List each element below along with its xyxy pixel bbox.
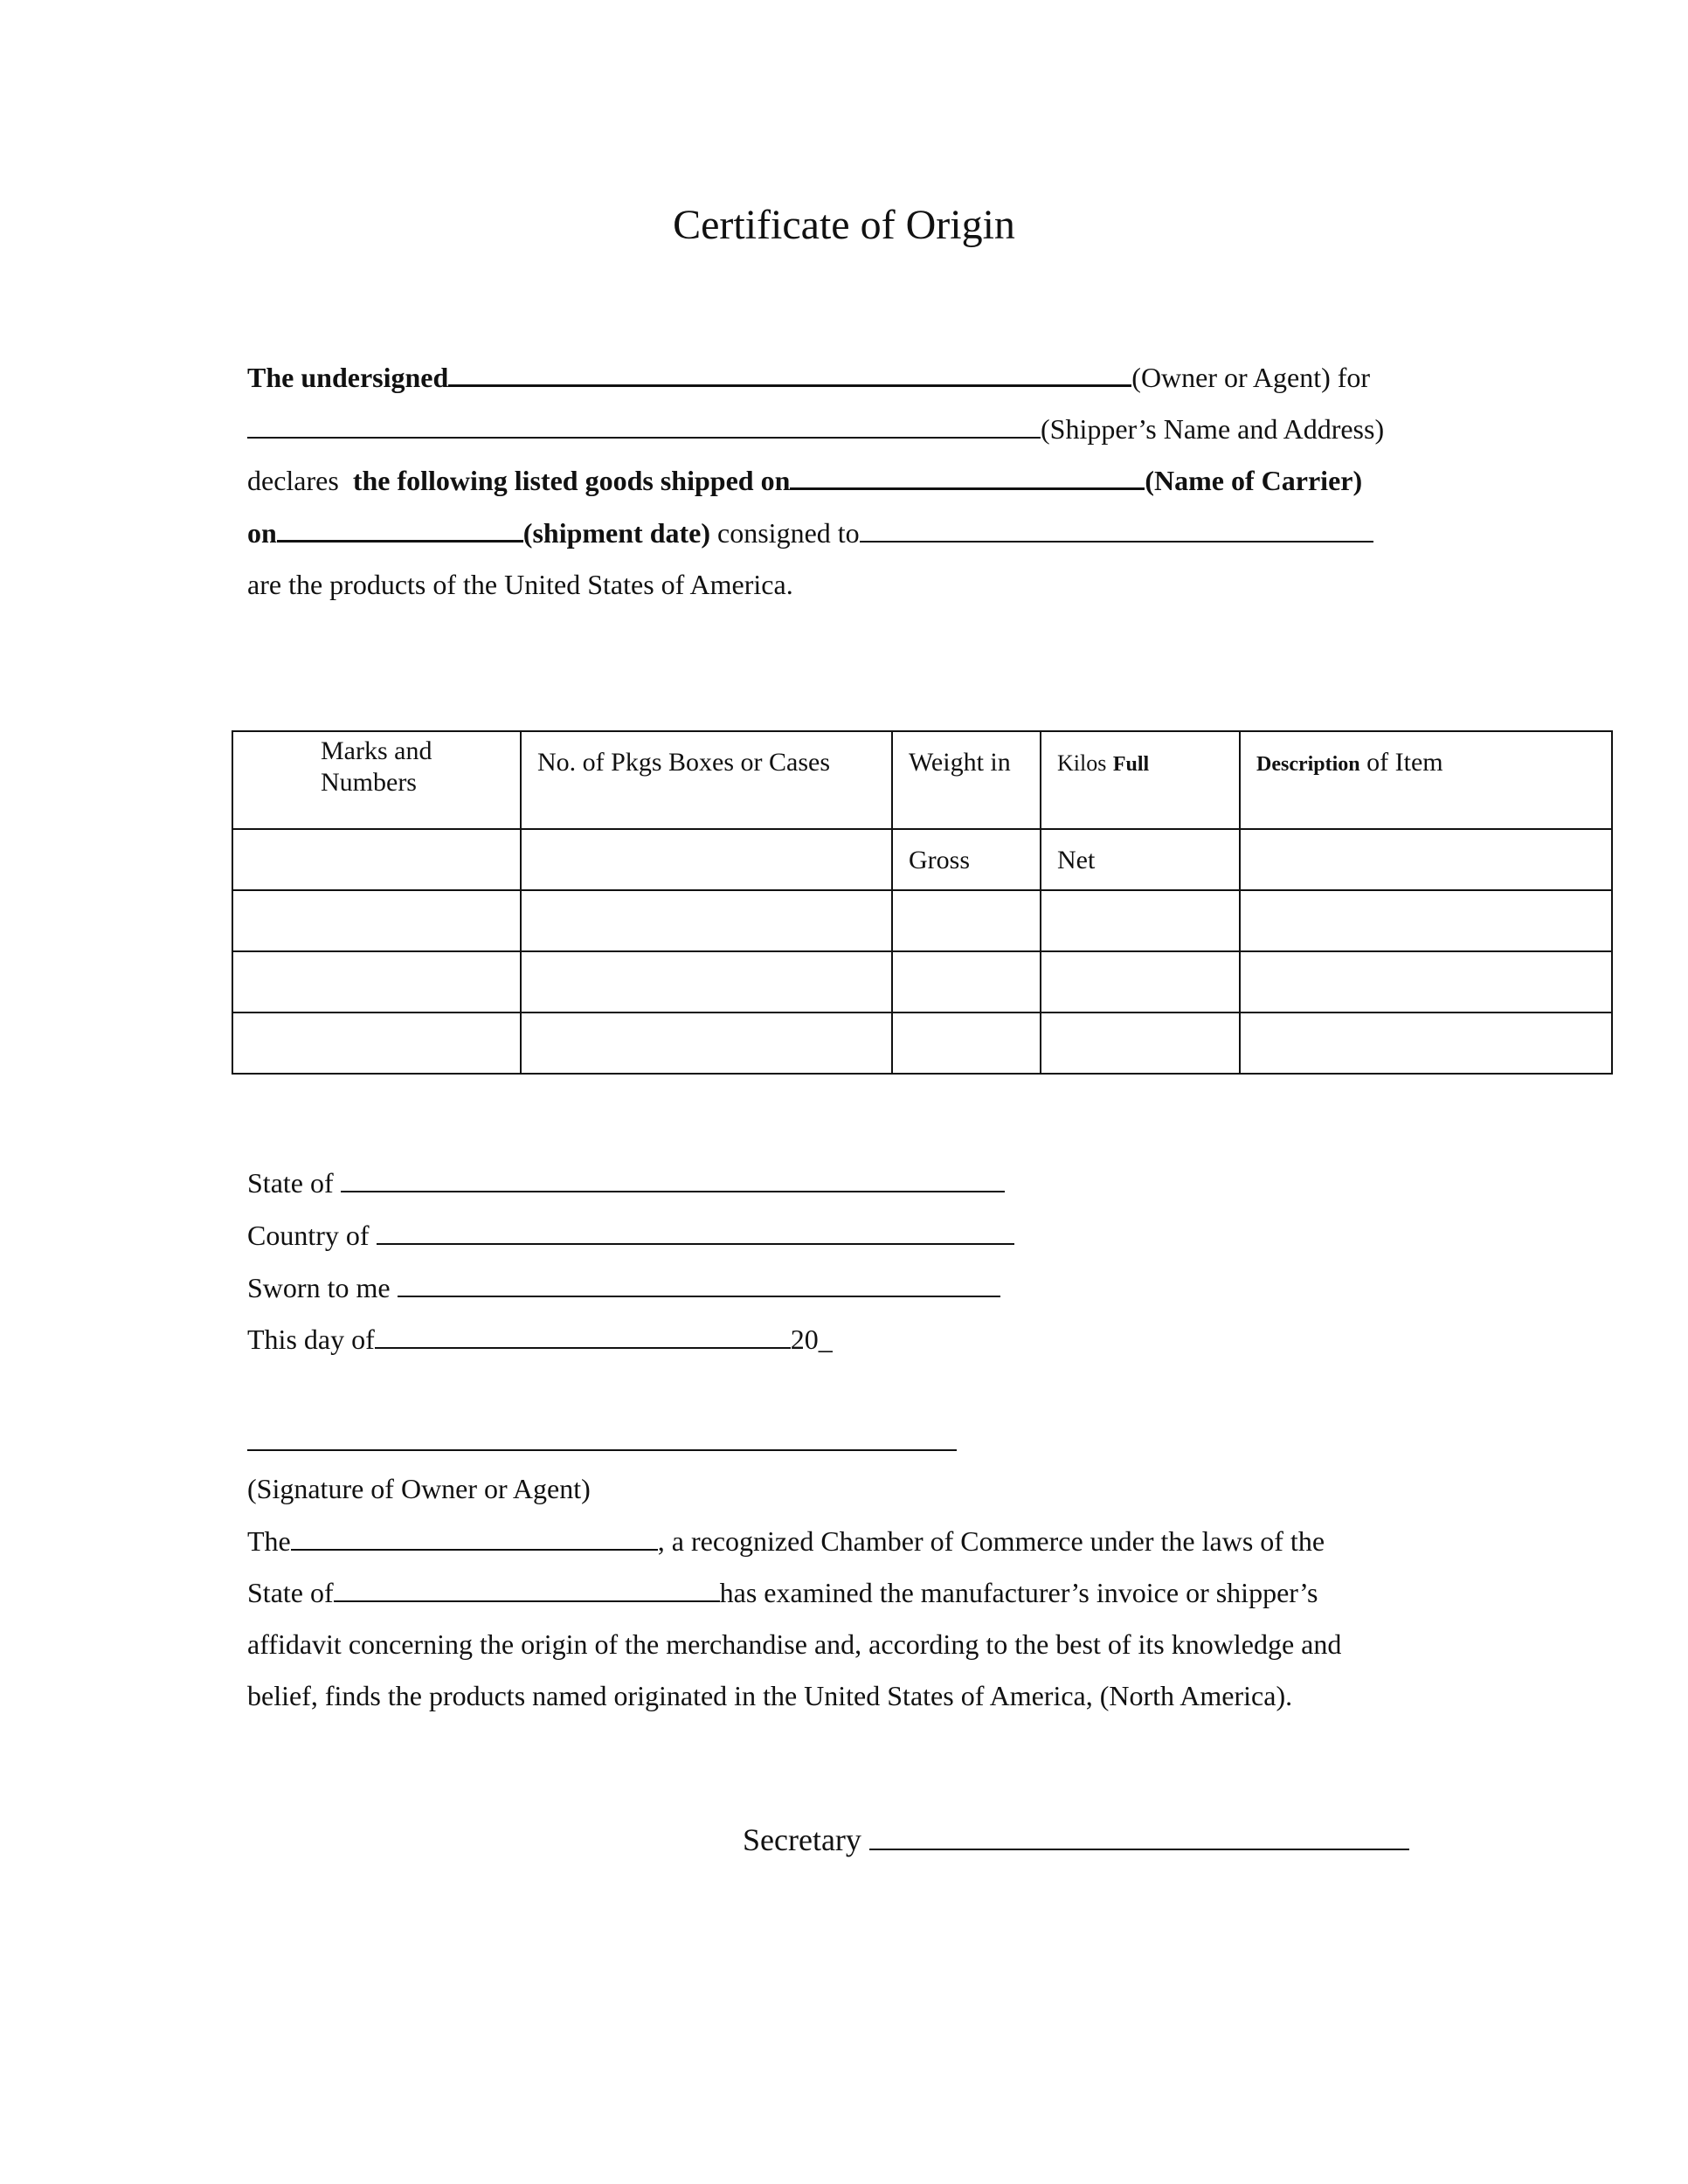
- table-cell[interactable]: [1041, 951, 1240, 1013]
- table-cell[interactable]: [521, 1013, 892, 1074]
- consigned-label: consigned to: [717, 517, 860, 549]
- state-field[interactable]: [341, 1165, 1005, 1192]
- shipment-date-label: (shipment date): [522, 517, 711, 549]
- state-label: State of: [247, 1167, 334, 1199]
- description-label: Description: [1256, 753, 1360, 776]
- kilos-label: Kilos: [1057, 750, 1107, 776]
- of-item-label: of Item: [1366, 748, 1443, 777]
- day-label: This day of: [247, 1324, 375, 1355]
- table-cell[interactable]: [232, 890, 521, 951]
- table-cell[interactable]: [892, 951, 1041, 1013]
- sworn-line: [247, 1268, 1000, 1307]
- state-line: [247, 1164, 1005, 1202]
- shipment-date-field[interactable]: [277, 514, 523, 543]
- the-label: The: [247, 1525, 291, 1557]
- secretary-label: Secretary: [743, 1822, 861, 1857]
- table-cell[interactable]: [521, 890, 892, 951]
- declaration-line-2: [247, 410, 1384, 448]
- day-field[interactable]: [375, 1321, 791, 1349]
- table-header-row: [232, 731, 1612, 829]
- header-packages: No. of Pkgs Boxes or Cases: [521, 731, 892, 829]
- declaration-line-1: [247, 358, 1370, 397]
- chamber-line-1: [247, 1522, 1325, 1560]
- table-cell[interactable]: [1240, 1013, 1612, 1074]
- table-row: [232, 890, 1612, 951]
- country-line: [247, 1216, 1014, 1254]
- country-field[interactable]: [377, 1217, 1014, 1245]
- header-description: [1240, 731, 1612, 829]
- table-cell[interactable]: [1041, 1013, 1240, 1074]
- examined-text: has examined the manufacturer’s invoice or shipper’s: [719, 1577, 1318, 1608]
- table-cell[interactable]: [232, 1013, 521, 1074]
- table-cell[interactable]: [1240, 890, 1612, 951]
- table-cell[interactable]: [521, 829, 892, 890]
- carrier-name-field[interactable]: [790, 461, 1145, 490]
- table-cell[interactable]: [892, 890, 1041, 951]
- chamber-line-2: [247, 1573, 1318, 1612]
- header-marks-numbers: Marks and Numbers: [232, 731, 521, 829]
- table-row: [232, 951, 1612, 1013]
- table-row: [232, 1013, 1612, 1074]
- full-label: Full: [1112, 753, 1150, 776]
- secretary-line: [743, 1817, 1409, 1861]
- recognized-text: , a recognized Chamber of Commerce under the laws of the: [657, 1525, 1325, 1557]
- secretary-signature-field[interactable]: [869, 1817, 1409, 1850]
- chamber-state-field[interactable]: [334, 1574, 720, 1602]
- owner-agent-label: (Owner or Agent) for: [1131, 362, 1371, 393]
- chamber-state-label: State of: [247, 1577, 334, 1608]
- gross-cell: Gross: [892, 829, 1041, 890]
- products-statement: are the products of the United States of America.: [247, 569, 793, 600]
- sworn-field[interactable]: [398, 1269, 1000, 1297]
- on-label: on: [247, 517, 277, 549]
- consignee-field[interactable]: [860, 515, 1373, 543]
- chamber-line-3: affidavit concerning the origin of the merchandise and, according to the best of its knowledge and: [247, 1628, 1342, 1660]
- undersigned-label: The undersigned: [247, 362, 449, 393]
- table-subheader-row: [232, 829, 1612, 890]
- declares-label: declares: [247, 465, 339, 496]
- table-cell[interactable]: [1240, 829, 1612, 890]
- table-cell[interactable]: [1240, 951, 1612, 1013]
- declaration-line-4: [247, 514, 1373, 552]
- sworn-label: Sworn to me: [247, 1272, 391, 1303]
- day-line: [247, 1320, 833, 1358]
- country-label: Country of: [247, 1220, 370, 1251]
- shipper-name-address-field[interactable]: [247, 411, 1041, 439]
- owner-signature-field[interactable]: [247, 1449, 957, 1451]
- chamber-name-field[interactable]: [291, 1523, 658, 1551]
- shipper-label: (Shipper’s Name and Address): [1041, 413, 1385, 445]
- header-weight: Weight in: [892, 731, 1041, 829]
- page-title: Certificate of Origin: [673, 202, 1015, 248]
- year-prefix: 20_: [790, 1324, 833, 1355]
- header-kilos: [1041, 731, 1240, 829]
- table-cell[interactable]: [1041, 890, 1240, 951]
- signature-label: (Signature of Owner or Agent): [247, 1473, 591, 1504]
- net-cell: Net: [1041, 829, 1240, 890]
- goods-shipped-label: the following listed goods shipped on: [352, 465, 791, 496]
- owner-agent-name-field[interactable]: [448, 358, 1131, 387]
- chamber-line-4: belief, finds the products named originated in the United States of America, (North America).: [247, 1680, 1293, 1711]
- table-cell[interactable]: [521, 951, 892, 1013]
- goods-table: [232, 730, 1613, 1075]
- carrier-label: (Name of Carrier): [1145, 465, 1363, 496]
- declaration-line-3: [247, 461, 1362, 500]
- table-cell[interactable]: [232, 829, 521, 890]
- table-cell[interactable]: [232, 951, 521, 1013]
- table-cell[interactable]: [892, 1013, 1041, 1074]
